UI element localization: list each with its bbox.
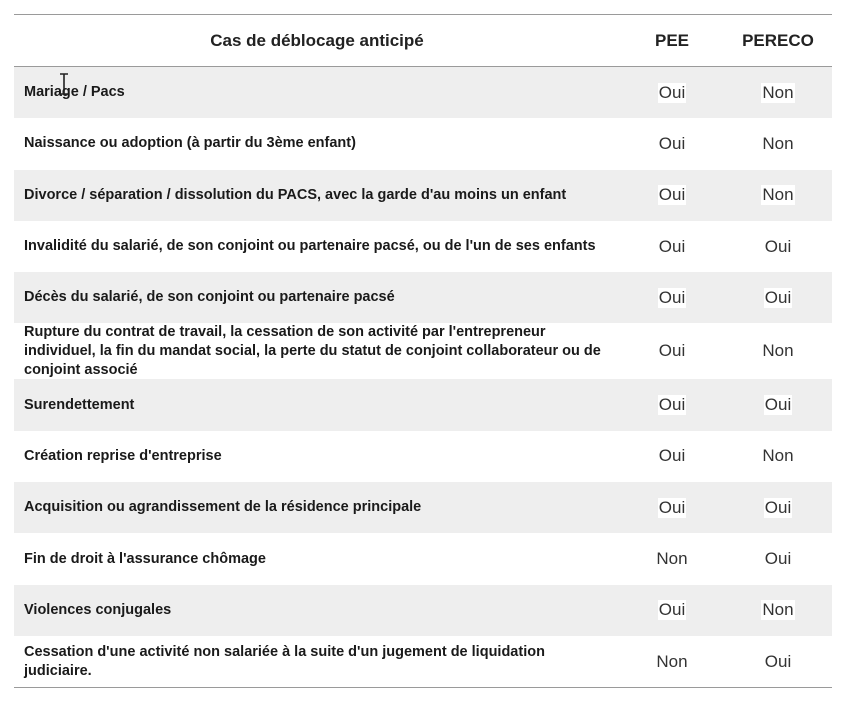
unlock-cases-table bbox=[14, 14, 832, 688]
pereco-value: Oui bbox=[764, 287, 792, 307]
table-row bbox=[14, 272, 832, 323]
pee-value: Non bbox=[656, 651, 688, 671]
pee-value: Oui bbox=[658, 287, 686, 307]
header-label: Cas de déblocage anticipé bbox=[210, 31, 424, 50]
pereco-value: Oui bbox=[764, 497, 792, 517]
table-row bbox=[14, 636, 832, 687]
header-pee: PEE bbox=[654, 30, 690, 50]
pereco-value: Oui bbox=[764, 236, 792, 256]
row-label[interactable]: Divorce / séparation / dissolution du PACS, avec la garde d'au moins un enfant bbox=[24, 186, 567, 203]
row-label[interactable]: Invalidité du salarié, de son conjoint ou partenaire pacsé, ou de l'un de ses enfants bbox=[24, 238, 596, 255]
row-label[interactable]: Violences conjugales bbox=[24, 601, 172, 618]
pereco-value: Non bbox=[762, 82, 794, 102]
pereco-value: Non bbox=[762, 600, 794, 620]
pee-value: Oui bbox=[658, 236, 686, 256]
table-row bbox=[14, 221, 832, 272]
table-row bbox=[14, 379, 832, 430]
row-label[interactable]: Acquisition ou agrandissement de la résidence principale bbox=[24, 499, 422, 516]
pereco-value: Non bbox=[762, 185, 794, 205]
table-row bbox=[14, 323, 832, 379]
table-row bbox=[14, 67, 832, 118]
table-row bbox=[14, 118, 832, 169]
row-label[interactable]: Création reprise d'entreprise bbox=[24, 447, 222, 464]
row-label[interactable]: Fin de droit à l'assurance chômage bbox=[24, 550, 266, 567]
table-row bbox=[14, 170, 832, 221]
pereco-value: Non bbox=[762, 446, 794, 466]
pereco-value: Oui bbox=[764, 395, 792, 415]
pereco-value: Non bbox=[762, 133, 794, 153]
table-row bbox=[14, 431, 832, 482]
pee-value: Oui bbox=[658, 497, 686, 517]
row-label[interactable]: Naissance ou adoption (à partir du 3ème enfant) bbox=[24, 135, 356, 152]
row-label[interactable]: Surendettement bbox=[24, 396, 135, 413]
pee-value: Oui bbox=[658, 133, 686, 153]
pee-value: Oui bbox=[658, 395, 686, 415]
table-row bbox=[14, 482, 832, 533]
table-row bbox=[14, 533, 832, 584]
row-label[interactable]: Mariage / Pacs bbox=[24, 84, 125, 101]
header-pereco: PERECO bbox=[742, 30, 814, 50]
row-label[interactable]: Décès du salarié, de son conjoint ou partenaire pacsé bbox=[24, 289, 395, 306]
text-cursor-icon bbox=[58, 73, 70, 95]
pereco-value: Oui bbox=[764, 651, 792, 671]
pee-value: Oui bbox=[658, 185, 686, 205]
pee-value: Oui bbox=[658, 341, 686, 361]
pee-value: Oui bbox=[658, 600, 686, 620]
table-row bbox=[14, 585, 832, 636]
pereco-value: Non bbox=[762, 341, 794, 361]
table-header-row bbox=[14, 15, 832, 67]
pee-value: Oui bbox=[658, 82, 686, 102]
pereco-value: Oui bbox=[764, 549, 792, 569]
row-label[interactable]: Rupture du contrat de travail, la cessation de son activité par l'entrepreneur individuel, la fin du mandat social, la perte du statut de conjoint collaborateur ou de conjoint associé bbox=[24, 323, 601, 378]
pee-value: Non bbox=[656, 549, 688, 569]
pee-value: Oui bbox=[658, 446, 686, 466]
row-label[interactable]: Cessation d'une activité non salariée à la suite d'un jugement de liquidation judiciaire. bbox=[24, 643, 545, 679]
